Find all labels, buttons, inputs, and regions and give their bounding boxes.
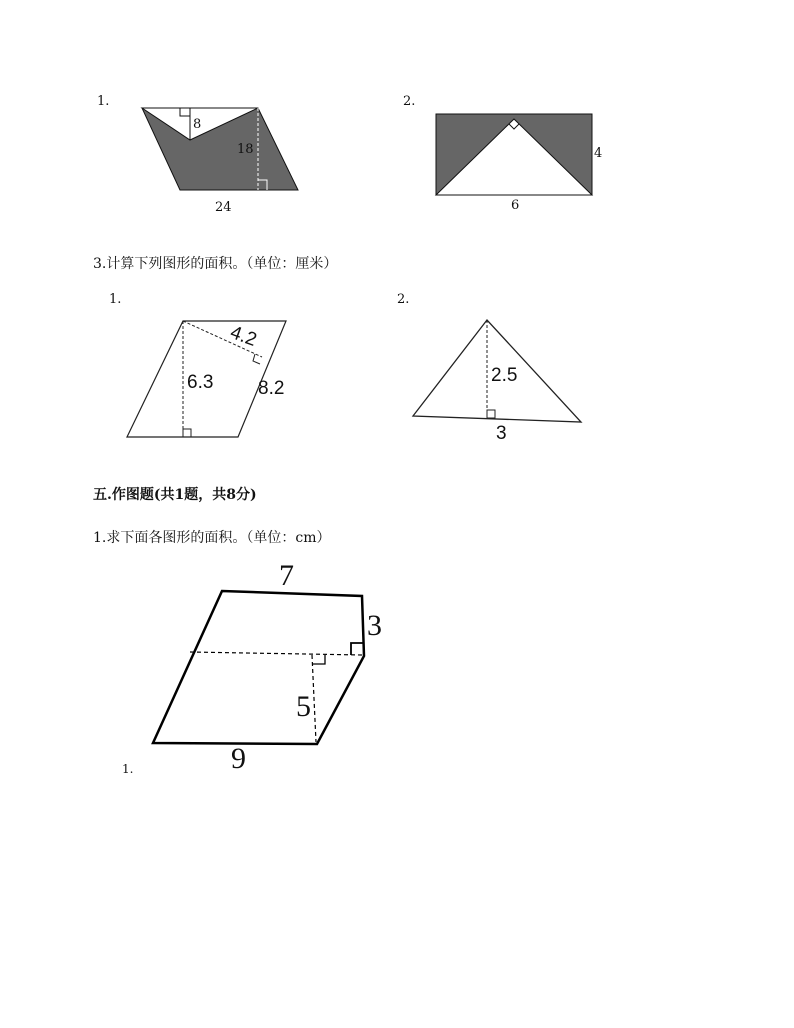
figure-1-index: 1. [97, 94, 110, 109]
label-base: 6 [511, 198, 520, 213]
right-angle-mark-right [351, 643, 364, 655]
q3-figure-2-index: 2. [397, 292, 410, 307]
label-height: 5 [296, 690, 311, 723]
label-height: 2.5 [491, 365, 518, 386]
label-diag-height: 4.2 [227, 322, 260, 351]
label-right: 3 [367, 609, 382, 642]
q3-figure-1-index: 1. [109, 292, 122, 307]
label-bottom: 9 [231, 742, 246, 775]
figure-2-index: 2. [403, 94, 416, 109]
question-3-title: 3.计算下列图形的面积。（单位：厘米） [93, 256, 338, 272]
label-base: 24 [215, 200, 232, 215]
label-side: 8.2 [258, 378, 285, 399]
label-height: 6.3 [187, 372, 214, 393]
label-top: 7 [279, 559, 294, 592]
section-5-q1-title: 1.求下面各图形的面积。（单位：cm） [93, 530, 331, 546]
section-5-figure-index: 1. [122, 762, 134, 776]
label-side: 4 [594, 146, 603, 161]
label-base: 3 [496, 423, 507, 444]
label-height: 18 [237, 142, 254, 157]
right-angle-mark-bottom [312, 655, 325, 664]
label-small-height: 8 [193, 117, 202, 132]
trapezoid-outline [153, 591, 364, 744]
section-5-heading: 五.作图题(共1题，共8分) [93, 487, 257, 503]
middle-dashed-line [190, 652, 362, 655]
height-dashed-line [312, 655, 316, 742]
